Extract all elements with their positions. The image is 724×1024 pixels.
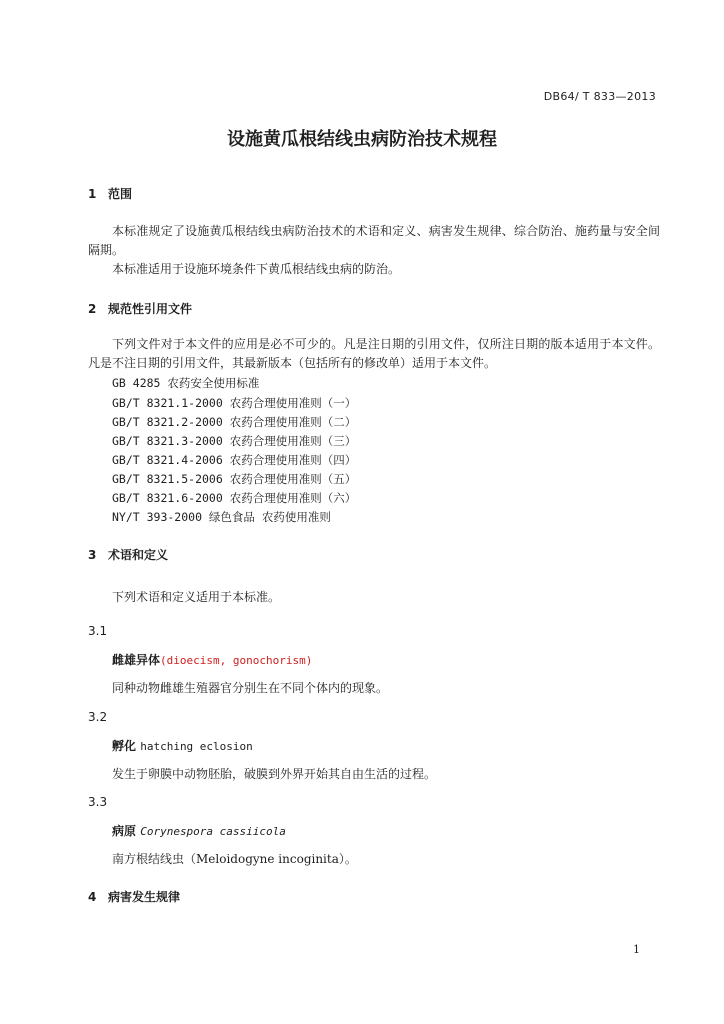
section-1-paragraph-2: 本标准适用于设施环境条件下黄瓜根结线虫病的防治。 [112, 262, 401, 276]
section-1-number: 1 [88, 187, 97, 201]
reference-item: GB/T 8321.6-2000 农药合理使用准则（六） [112, 491, 357, 505]
section-1-title: 范围 [108, 187, 133, 201]
term-3-3-definition: 南方根结线虫（Meloidogyne incoginita）。 [112, 852, 357, 866]
term-3-1-definition: 同种动物雌雄生殖器官分别生在不同个体内的现象。 [112, 681, 389, 695]
section-3-title: 术语和定义 [108, 548, 169, 562]
term-3-3 [112, 822, 286, 839]
reference-item: GB 4285 农药安全使用标准 [112, 376, 260, 390]
page-title: 设施黄瓜根结线虫病防治技术规程 [227, 129, 497, 150]
section-4-title: 病害发生规律 [108, 890, 181, 904]
reference-item: NY/T 393-2000 绿色食品 农药使用准则 [112, 510, 331, 524]
reference-item: GB/T 8321.4-2006 农药合理使用准则（四） [112, 453, 357, 467]
section-2-title: 规范性引用文件 [108, 302, 193, 316]
section-4-heading [88, 888, 180, 905]
term-3-2-en: hatching eclosion [140, 740, 253, 753]
section-4-number: 4 [88, 890, 97, 904]
section-3-number: 3 [88, 548, 97, 562]
reference-item: GB/T 8321.5-2006 农药合理使用准则（五） [112, 472, 357, 486]
section-3-heading [88, 546, 168, 563]
term-3-1-zh: 雌雄异体 [112, 653, 161, 667]
term-id-3-3: 3.3 [88, 795, 108, 809]
term-3-1-en: (dioecism, gonochorism) [160, 654, 313, 667]
term-3-2 [112, 737, 253, 754]
term-3-3-en: Corynespora cassiicola [140, 825, 286, 838]
term-3-3-zh: 病原 [112, 824, 137, 838]
page-number: 1 [633, 943, 640, 956]
section-1-heading [88, 185, 132, 202]
reference-item: GB/T 8321.3-2000 农药合理使用准则（三） [112, 434, 357, 448]
term-id-3-2: 3.2 [88, 710, 108, 724]
term-3-2-definition: 发生于卵膜中动物胚胎，破膜到外界开始其自由生活的过程。 [112, 767, 437, 781]
term-id-3-1: 3.1 [88, 624, 108, 638]
term-3-1 [112, 651, 312, 668]
section-1-paragraph-1: 本标准规定了设施黄瓜根结线虫病防治技术的术语和定义、病害发生规律、综合防治、施药量与安全间隔期。 [88, 224, 660, 257]
section-3-intro: 下列术语和定义适用于本标准。 [112, 590, 281, 604]
standard-code: DB64/ T 833—2013 [543, 90, 656, 103]
reference-item: GB/T 8321.2-2000 农药合理使用准则（二） [112, 415, 357, 429]
section-2-heading [88, 300, 192, 317]
section-2-intro: 下列文件对于本文件的应用是必不可少的。凡是注日期的引用文件，仅所注日期的版本适用于本文件。凡是不注日期的引用文件，其最新版本（包括所有的修改单）适用于本文件。 [88, 337, 660, 370]
section-2-number: 2 [88, 302, 97, 316]
reference-item: GB/T 8321.1-2000 农药合理使用准则（一） [112, 396, 357, 410]
term-3-2-zh: 孵化 [112, 739, 137, 753]
